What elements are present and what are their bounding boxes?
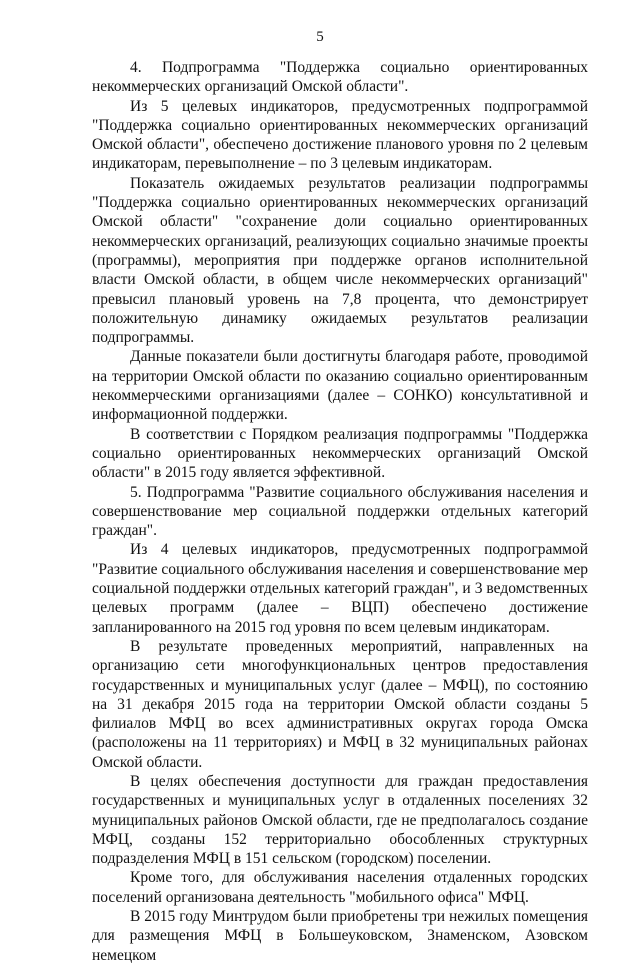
document-body — [92, 58, 588, 965]
paragraph-subprogram-5-title: 5. Подпрограмма "Развитие социального обслуживания населения и совершенствование мер социальной поддержки отдельных категорий граждан". — [92, 483, 588, 540]
paragraph-mfc-network: В результате проведенных мероприятий, направленных на организацию сети многофункциональных центров предоставления государственных и муниципальных услуг (далее – МФЦ), по состоянию на 31 декабря 2015 года на территории Омской области созданы 5 филиалов МФЦ во всех административных округах города Омска (расположены на 11 территориях) и МФЦ в 32 муниципальных районах Омской области. — [92, 637, 588, 771]
paragraph-expected-results-4: Показатель ожидаемых результатов реализации подпрограммы "Поддержка социально ориентированных некоммерческих организаций Омской области" "сохранение доли социально ориентированных некоммерческих организаций, реализующих социально значимые проекты (программы), мероприятия при поддержке органов исполнительной власти Омской области, в общем числе некоммерческих организаций" превысил плановый уровень на 7,8 процента, что демонстрирует положительную динамику ожидаемых результатов реализации подпрограммы. — [92, 174, 588, 347]
paragraph-indicators-5: Из 4 целевых индикаторов, предусмотренных подпрограммой "Развитие социального обслуживания населения и совершенствование мер социальной поддержки отдельных категорий граждан", и 3 ведомственных целевых программ (далее – ВЦП) обеспечено достижение запланированного на 2015 год уровня по всем целевым индикаторам. — [92, 541, 588, 636]
page-number: 5 — [316, 29, 324, 45]
paragraph-mfc-accessibility: В целях обеспечения доступности для граждан предоставления государственных и муниципальных услуг в отдаленных поселениях 32 муниципальных районов Омской области, где не предполагалось создание МФЦ, созданы 152 территориально обособленных структурных подразделения МФЦ в 151 сельском (городском) поселении. — [92, 772, 588, 868]
paragraph-subprogram-4-title: 4. Подпрограмма "Поддержка социально ориентированных некоммерческих организаций Омской области". — [92, 59, 588, 96]
paragraph-indicators-4: Из 5 целевых индикаторов, предусмотренных подпрограммой "Поддержка социально ориентированных некоммерческих организаций Омской области", обеспечено достижение планового уровня по 2 целевым индикаторам, перевыполнение – по 3 целевым индикаторам. — [92, 97, 588, 173]
paragraph-sonko-support: Данные показатели были достигнуты благодаря работе, проводимой на территории Омской области по оказанию социально ориентированным некоммерческими организациями (далее – СОНКО) консультативной и информационной поддержки. — [92, 348, 588, 424]
paragraph-efficiency-4: В соответствии с Порядком реализация подпрограммы "Поддержка социально ориентированных некоммерческих организаций Омской области" в 2015 году является эффективной. — [92, 425, 588, 482]
paragraph-mobile-office: Кроме того, для обслуживания населения отдаленных городских поселений организована деятельность "мобильного офиса" МФЦ. — [92, 869, 588, 906]
paragraph-premises-2015: В 2015 году Минтрудом были приобретены три нежилых помещения для размещения МФЦ в Большеуковском, Знаменском, Азовском немецком — [92, 908, 588, 964]
